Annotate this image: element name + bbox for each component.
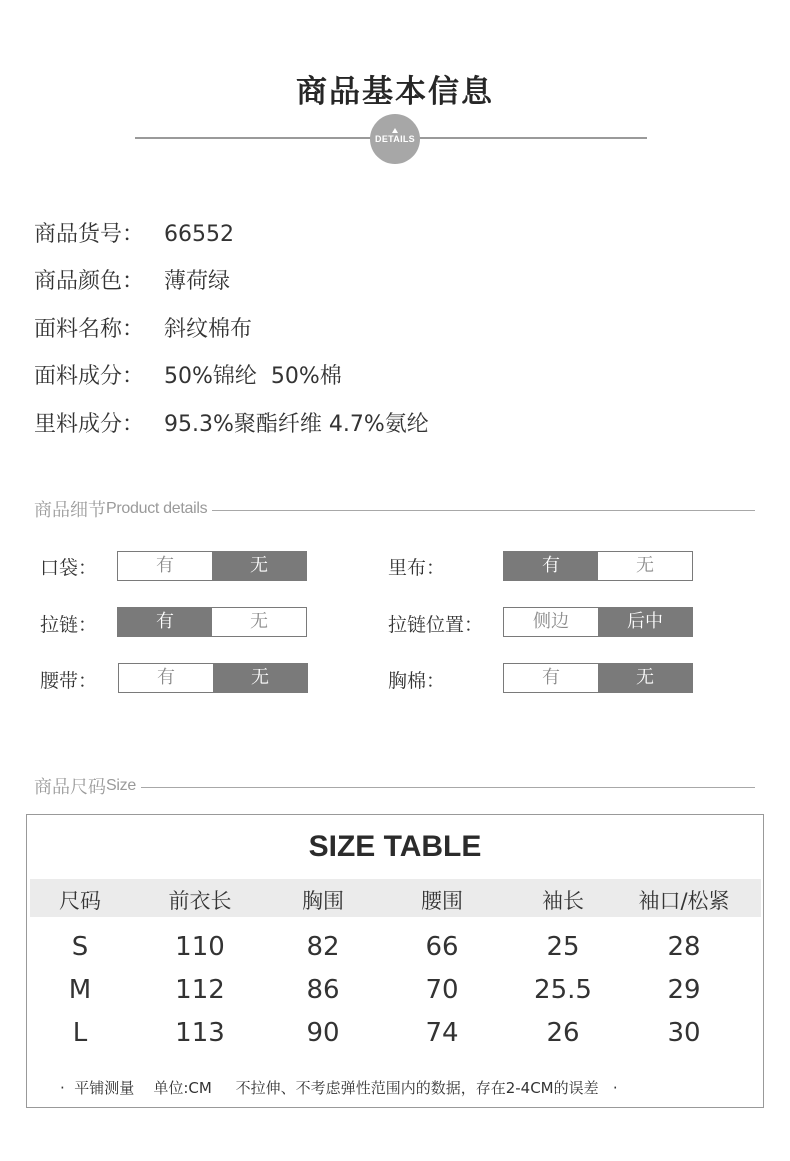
info-row-item-number (34, 217, 234, 248)
table-header-cell: 腰围 (421, 889, 463, 913)
option-label-pocket: 口袋： (40, 557, 98, 579)
info-label: 商品货号： (34, 222, 145, 247)
table-cell: 90 (306, 1018, 340, 1048)
info-value: 66552 (164, 222, 234, 247)
table-cell: 110 (175, 932, 225, 962)
info-row-fabric-composition (34, 359, 342, 390)
table-header-cell: 袖口/松紧 (638, 889, 730, 913)
table-cell: 113 (175, 1018, 225, 1048)
option-choice-no: 无 (212, 552, 306, 580)
option-label-chest-padding: 胸棉： (388, 670, 446, 692)
option-choice-no: 无 (212, 608, 306, 636)
option-choice-yes: 有 (504, 664, 598, 692)
option-label-belt: 腰带： (40, 670, 98, 692)
option-toggle-belt (118, 663, 308, 693)
info-row-color (34, 264, 230, 295)
table-cell: M (68, 975, 92, 1005)
table-cell: L (72, 1018, 88, 1048)
info-label: 面料名称： (34, 317, 145, 342)
option-toggle-chest-padding (503, 663, 693, 693)
option-choice-no: 无 (598, 664, 692, 692)
table-header-cell: 袖长 (542, 889, 584, 913)
table-cell: S (71, 932, 89, 962)
up-triangle-icon (392, 128, 398, 133)
section-header-size (34, 773, 755, 799)
table-header-cell: 胸围 (302, 889, 344, 913)
table-cell: 29 (667, 975, 701, 1005)
option-choice-no: 无 (598, 552, 692, 580)
option-toggle-pocket (117, 551, 307, 581)
option-toggle-lining (503, 551, 693, 581)
section-divider (141, 787, 755, 788)
size-table-note: · 平铺测量 单位:CM 不拉伸、不考虑弹性范围内的数据，存在2-4CM的误差 · (60, 1079, 618, 1097)
option-choice-yes: 有 (118, 608, 212, 636)
page-title: 商品基本信息 (296, 74, 494, 110)
option-choice-side: 侧边 (504, 608, 598, 636)
info-value: 95.3%聚酯纤维 4.7%氨纶 (164, 412, 429, 437)
info-value: 50%锦纶 50%棉 (164, 364, 342, 389)
section-title-en: Size (106, 777, 136, 794)
info-value: 斜纹棉布 (164, 317, 253, 342)
table-cell: 26 (546, 1018, 580, 1048)
table-cell: 74 (425, 1018, 459, 1048)
info-label: 商品颜色： (34, 269, 145, 294)
section-divider (212, 510, 755, 511)
option-choice-no: 无 (213, 664, 307, 692)
info-label: 里料成分： (34, 412, 145, 437)
table-cell: 66 (425, 932, 459, 962)
title-rule-right (419, 137, 647, 139)
section-title-en: Product details (106, 500, 208, 517)
option-toggle-zipper-position (503, 607, 693, 637)
table-cell: 112 (175, 975, 225, 1005)
table-cell: 25.5 (534, 975, 592, 1005)
title-rule-left (135, 137, 371, 139)
table-cell: 82 (306, 932, 340, 962)
info-row-lining-composition (34, 407, 429, 438)
option-label-lining: 里布： (388, 557, 446, 579)
option-label-zipper-position: 拉链位置： (388, 614, 484, 636)
size-table-title: SIZE TABLE (308, 830, 482, 863)
info-value: 薄荷绿 (164, 269, 231, 294)
table-header-cell: 前衣长 (168, 889, 232, 913)
option-choice-yes: 有 (118, 552, 212, 580)
table-cell: 70 (425, 975, 459, 1005)
badge-label: DETAILS (375, 134, 415, 144)
table-cell: 30 (667, 1018, 701, 1048)
table-cell: 28 (667, 932, 701, 962)
option-choice-yes: 有 (119, 664, 213, 692)
table-cell: 25 (546, 932, 580, 962)
section-title-cn: 商品尺码 (34, 777, 106, 798)
table-cell: 86 (306, 975, 340, 1005)
info-label: 面料成分： (34, 364, 145, 389)
info-row-fabric-name (34, 312, 252, 343)
option-toggle-zipper (117, 607, 307, 637)
details-badge (370, 114, 420, 164)
option-choice-back-center: 后中 (598, 608, 692, 636)
section-header-details (34, 496, 755, 522)
table-header-cell: 尺码 (59, 889, 101, 913)
option-choice-yes: 有 (504, 552, 598, 580)
section-title-cn: 商品细节 (34, 500, 106, 521)
option-label-zipper: 拉链： (40, 614, 98, 636)
